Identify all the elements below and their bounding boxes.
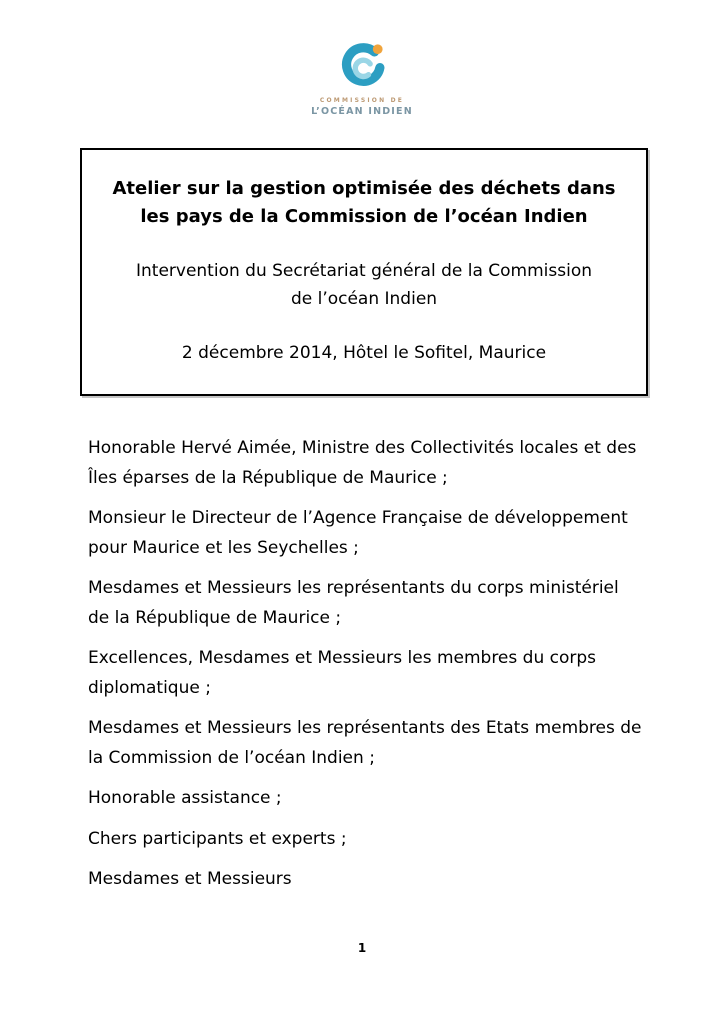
- salutation-paragraph: Excellences, Mesdames et Messieurs les membres du corps diplomatique ;: [88, 648, 597, 698]
- salutation-paragraph: Mesdames et Messieurs les représentants du corps ministériel de la République de Maurice ;: [88, 578, 619, 628]
- document-subtitle: [98, 257, 630, 313]
- logo-org-line2: L’OCÉAN INDIEN: [311, 106, 413, 117]
- document-date: 2 décembre 2014, Hôtel le Sofitel, Maurice: [181, 343, 547, 363]
- page-number: 1: [357, 941, 367, 955]
- salutation-paragraph: Honorable assistance ;: [88, 788, 282, 808]
- document-title-line1: Atelier sur la gestion optimisée des déchets dans: [112, 178, 616, 199]
- coi-swirl-icon: [336, 40, 388, 96]
- salutation-paragraph: Mesdames et Messieurs les représentants des Etats membres de la Commission de l’océan Indien ;: [88, 718, 642, 768]
- document-title-line2: les pays de la Commission de l’océan Indien: [140, 206, 588, 227]
- document-title: [98, 175, 630, 231]
- salutation-paragraph: Honorable Hervé Aimée, Ministre des Collectivités locales et des Îles éparses de la République de Maurice ;: [88, 438, 637, 488]
- logo: [0, 40, 724, 117]
- salutation-paragraph: Chers participants et experts ;: [88, 828, 347, 849]
- document-body: [88, 434, 644, 906]
- logo-org-line1: COMMISSION DE: [319, 97, 405, 104]
- document-subtitle-line2: de l’océan Indien: [290, 289, 438, 309]
- title-box: [80, 148, 648, 396]
- salutation-paragraph: Monsieur le Directeur de l’Agence Française de développement pour Maurice et les Seychelles ;: [88, 508, 628, 558]
- salutation-paragraph: Mesdames et Messieurs: [88, 869, 292, 889]
- document-subtitle-line1: Intervention du Secrétariat général de la Commission: [135, 261, 593, 281]
